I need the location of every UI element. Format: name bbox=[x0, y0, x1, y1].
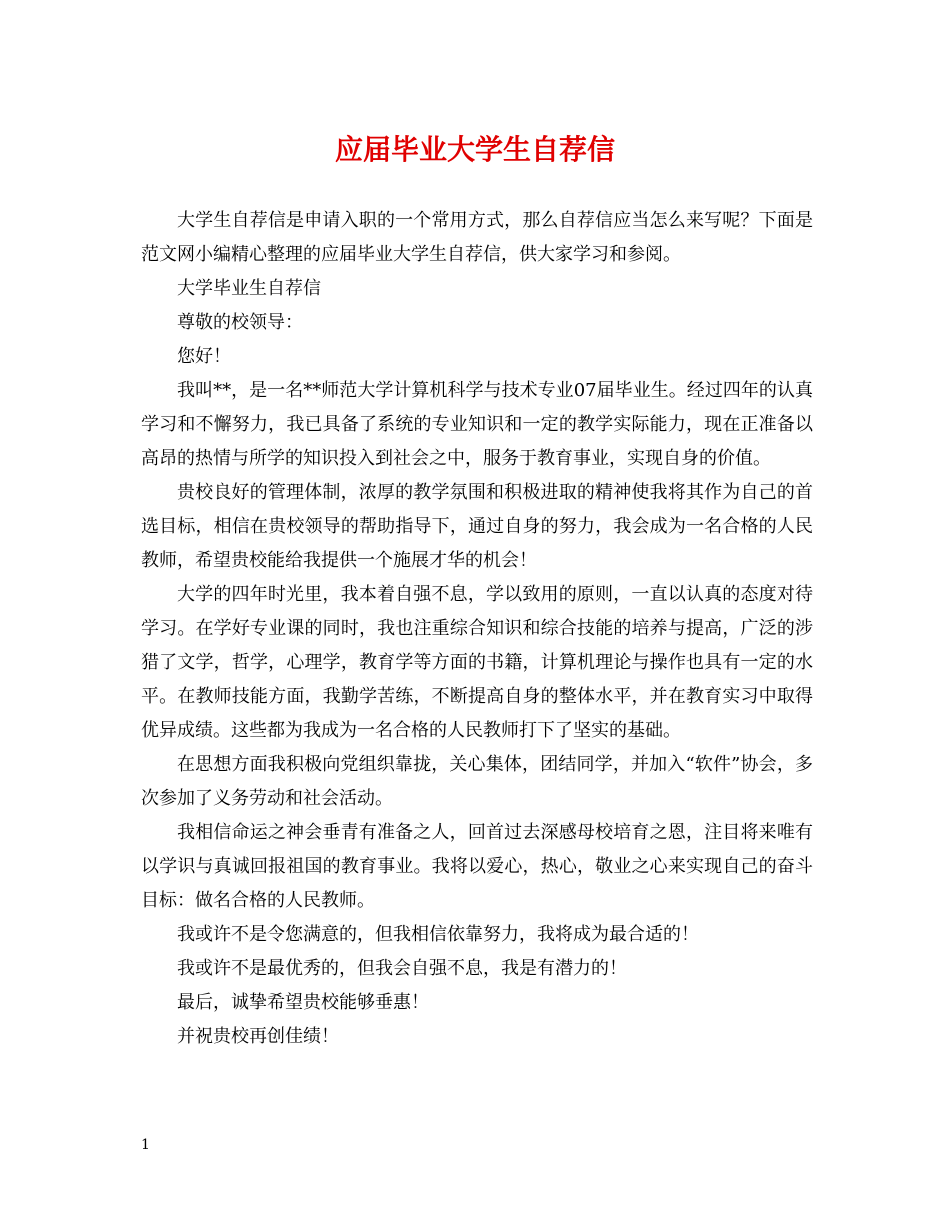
body-paragraph: 我叫**，是一名**师范大学计算机科学与技术专业07届毕业生。经过四年的认真学习和不懈努力，我已具备了系统的专业知识和一定的教学实际能力，现在正准备以高昂的热情与所学的知识投入到社会之中，服务于教育事业，实现自身的价值。 bbox=[141, 380, 813, 469]
body-paragraph: 大学的四年时光里，我本着自强不息，学以致用的原则，一直以认真的态度对待学习。在学好专业课的同时，我也注重综合知识和综合技能的培养与提高，广泛的涉猎了文学，哲学，心理学，教育学等方面的书籍，计算机理论与操作也具有一定的水平。在教师技能方面，我勤学苦练，不断提高自身的整体水平，并在教育实习中取得优异成绩。这些都为我成为一名合格的人民教师打下了坚实的基础。 bbox=[141, 584, 813, 741]
closing-paragraph: 最后，诚挚希望贵校能够垂惠！ bbox=[177, 992, 429, 1013]
letter-heading: 大学毕业生自荐信 bbox=[177, 278, 321, 299]
body-paragraph: 我相信命运之神会垂青有准备之人，回首过去深感母校培育之恩，注目将来唯有以学识与真诚回报祖国的教育事业。我将以爱心，热心，敬业之心来实现自己的奋斗目标：做名合格的人民教师。 bbox=[141, 822, 813, 911]
page-title: 应届毕业大学生自荐信 bbox=[334, 133, 615, 166]
intro-paragraph: 大学生自荐信是申请入职的一个常用方式，那么自荐信应当怎么来写呢？下面是范文网小编精心整理的应届毕业大学生自荐信，供大家学习和参阅。 bbox=[141, 210, 813, 265]
body-paragraph: 贵校良好的管理体制，浓厚的教学氛围和积极进取的精神使我将其作为自己的首选目标，相信在贵校领导的帮助指导下，通过自身的努力，我会成为一名合格的人民教师，希望贵校能给我提供一个施展才华的机会！ bbox=[141, 482, 813, 571]
letter-body bbox=[141, 204, 813, 1054]
greeting: 您好！ bbox=[177, 346, 231, 367]
body-paragraph: 在思想方面我积极向党组织靠拢，关心集体，团结同学，并加入“软件”协会，多次参加了义务劳动和社会活动。 bbox=[141, 754, 813, 809]
body-paragraph: 我或许不是最优秀的，但我会自强不息，我是有潜力的！ bbox=[177, 958, 627, 979]
page-number: 1 bbox=[141, 1137, 150, 1153]
salutation: 尊敬的校领导： bbox=[177, 312, 303, 333]
closing-wish: 并祝贵校再创佳绩！ bbox=[177, 1026, 339, 1047]
body-paragraph: 我或许不是令您满意的，但我相信依靠努力，我将成为最合适的！ bbox=[177, 924, 699, 945]
